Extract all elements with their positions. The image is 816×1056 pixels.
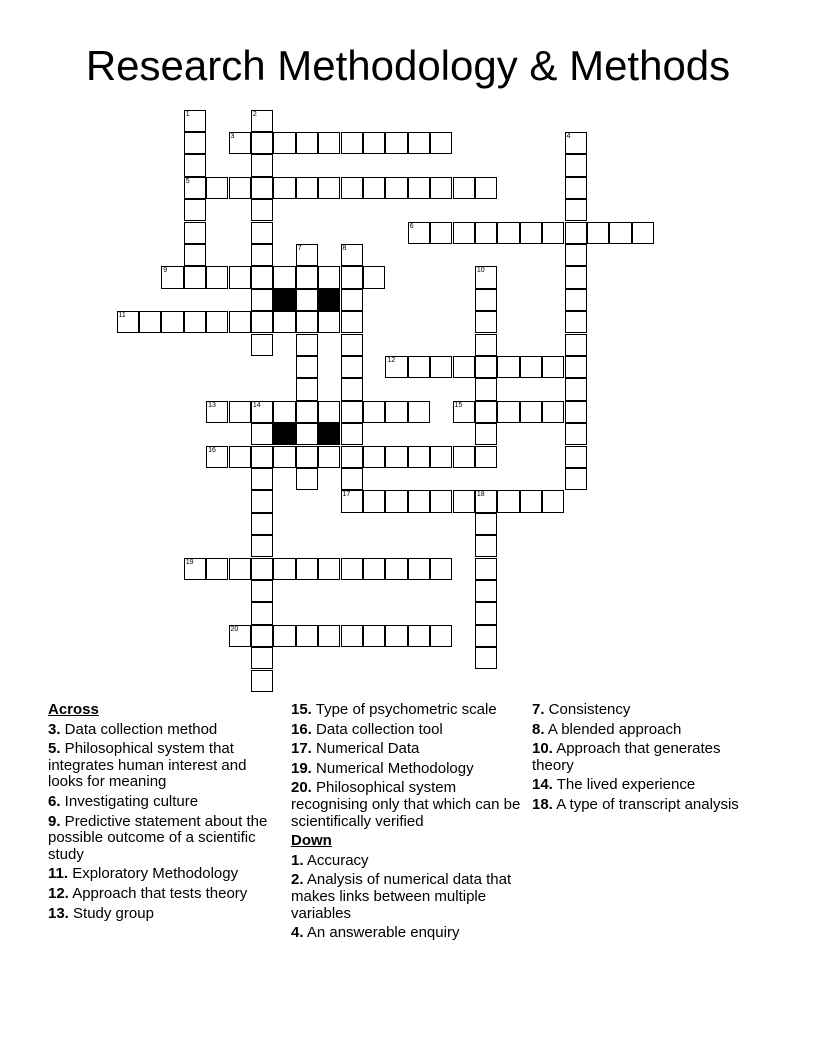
clue-num: 14. [532, 776, 553, 794]
grid-cell[interactable] [453, 401, 475, 423]
grid-cell[interactable] [385, 490, 407, 512]
clue-number: 2 [252, 110, 257, 118]
grid-cell[interactable] [475, 647, 497, 669]
across-clue [291, 761, 525, 778]
clue-number: 3 [230, 132, 235, 140]
grid-cell[interactable] [497, 490, 519, 512]
clue-num: 20. [291, 779, 312, 797]
clue-number: 17 [342, 491, 351, 499]
across-clue [48, 886, 282, 903]
grid-cell[interactable] [184, 311, 206, 333]
grid-cell[interactable] [251, 490, 273, 512]
clue-number: 20 [230, 625, 239, 633]
clues-column-3 [532, 702, 766, 817]
grid-cell[interactable] [565, 199, 587, 221]
grid-cell[interactable] [251, 311, 273, 333]
grid-cell[interactable] [273, 311, 295, 333]
grid-cell[interactable] [408, 401, 430, 423]
grid-cell[interactable] [430, 490, 452, 512]
clue-num: 10. [532, 740, 553, 758]
clue-text: The lived experience [552, 776, 696, 794]
down-clue [291, 925, 525, 942]
grid-cell[interactable] [318, 266, 340, 288]
grid-cell[interactable] [475, 177, 497, 199]
grid-cell[interactable] [251, 334, 273, 356]
grid-cell[interactable] [318, 311, 340, 333]
clue-num: 9. [48, 812, 61, 830]
grid-cell[interactable] [341, 289, 363, 311]
grid-cell[interactable] [318, 446, 340, 468]
grid-cell[interactable] [565, 222, 587, 244]
clue-num: 3. [48, 720, 61, 738]
grid-cell[interactable] [251, 222, 273, 244]
grid-cell[interactable] [206, 446, 228, 468]
grid-cell[interactable] [184, 222, 206, 244]
grid-cell[interactable] [341, 378, 363, 400]
grid-cell[interactable] [565, 423, 587, 445]
black-cell [318, 289, 340, 311]
grid-cell[interactable] [184, 177, 206, 199]
grid-cell[interactable] [430, 356, 452, 378]
across-clue [48, 794, 282, 811]
clue-num: 17. [291, 740, 312, 758]
grid-cell[interactable] [251, 625, 273, 647]
grid-cell[interactable] [385, 625, 407, 647]
grid-cell[interactable] [565, 446, 587, 468]
grid-cell[interactable] [475, 558, 497, 580]
grid-cell[interactable] [565, 289, 587, 311]
grid-cell[interactable] [341, 446, 363, 468]
clue-text: Data collection method [60, 720, 218, 738]
grid-cell[interactable] [497, 356, 519, 378]
clue-text: Philosophical system recognising only that which can be scientifically verified [291, 779, 521, 830]
grid-cell[interactable] [229, 177, 251, 199]
grid-cell[interactable] [475, 423, 497, 445]
grid-cell[interactable] [453, 446, 475, 468]
clue-number: 10 [476, 267, 485, 275]
grid-cell[interactable] [632, 222, 654, 244]
grid-cell[interactable] [453, 177, 475, 199]
grid-cell[interactable] [273, 177, 295, 199]
grid-cell[interactable] [363, 266, 385, 288]
grid-cell[interactable] [475, 446, 497, 468]
across-clue [48, 814, 282, 864]
down-clue [532, 741, 766, 774]
clue-num: 13. [48, 904, 69, 922]
grid-cell[interactable] [520, 356, 542, 378]
grid-cell[interactable] [273, 625, 295, 647]
grid-cell[interactable] [363, 401, 385, 423]
grid-cell[interactable] [184, 244, 206, 266]
grid-cell[interactable] [161, 266, 183, 288]
grid-cell[interactable] [385, 132, 407, 154]
grid-cell[interactable] [475, 535, 497, 557]
grid-cell[interactable] [341, 244, 363, 266]
grid-cell[interactable] [296, 289, 318, 311]
grid-cell[interactable] [251, 177, 273, 199]
clue-text: Data collection tool [311, 720, 443, 738]
grid-cell[interactable] [296, 356, 318, 378]
grid-cell[interactable] [475, 289, 497, 311]
grid-cell[interactable] [430, 446, 452, 468]
clue-text: Study group [68, 904, 154, 922]
grid-cell[interactable] [453, 490, 475, 512]
grid-cell[interactable] [341, 468, 363, 490]
grid-cell[interactable] [229, 132, 251, 154]
grid-cell[interactable] [385, 446, 407, 468]
grid-cell[interactable] [475, 580, 497, 602]
grid-cell[interactable] [565, 132, 587, 154]
black-cell [273, 423, 295, 445]
down-clue [532, 797, 766, 814]
grid-cell[interactable] [587, 222, 609, 244]
clue-text: Approach that tests theory [68, 884, 248, 902]
grid-cell[interactable] [341, 558, 363, 580]
grid-cell[interactable] [251, 580, 273, 602]
clue-text: An answerable enquiry [303, 924, 460, 942]
grid-cell[interactable] [184, 558, 206, 580]
grid-cell[interactable] [229, 401, 251, 423]
grid-cell[interactable] [341, 423, 363, 445]
grid-cell[interactable] [565, 244, 587, 266]
grid-cell[interactable] [318, 401, 340, 423]
grid-cell[interactable] [229, 311, 251, 333]
clue-num: 5. [48, 740, 61, 758]
across-clue [291, 722, 525, 739]
grid-cell[interactable] [385, 558, 407, 580]
grid-cell[interactable] [206, 311, 228, 333]
grid-cell[interactable] [273, 558, 295, 580]
grid-cell[interactable] [341, 334, 363, 356]
clue-num: 7. [532, 701, 545, 718]
grid-cell[interactable] [341, 311, 363, 333]
grid-cell[interactable] [363, 490, 385, 512]
grid-cell[interactable] [385, 356, 407, 378]
clues-column-1 [48, 702, 282, 925]
grid-cell[interactable] [475, 602, 497, 624]
clue-num: 2. [291, 871, 304, 889]
grid-cell[interactable] [184, 266, 206, 288]
grid-cell[interactable] [273, 446, 295, 468]
grid-cell[interactable] [251, 266, 273, 288]
clue-num: 8. [532, 720, 545, 738]
grid-cell[interactable] [408, 356, 430, 378]
grid-cell[interactable] [363, 558, 385, 580]
grid-cell[interactable] [318, 558, 340, 580]
clue-num: 18. [532, 795, 553, 813]
grid-cell[interactable] [363, 625, 385, 647]
clue-num: 1. [291, 851, 304, 869]
grid-cell[interactable] [251, 401, 273, 423]
clue-num: 16. [291, 720, 312, 738]
clue-number: 16 [208, 446, 216, 454]
grid-cell[interactable] [542, 222, 564, 244]
grid-cell[interactable] [520, 490, 542, 512]
grid-cell[interactable] [385, 401, 407, 423]
grid-cell[interactable] [565, 154, 587, 176]
clue-number: 14 [252, 401, 261, 409]
grid-cell[interactable] [565, 266, 587, 288]
grid-cell[interactable] [273, 266, 295, 288]
across-clue [291, 780, 525, 830]
clue-number: 6 [409, 222, 414, 230]
clue-num: 11. [48, 865, 69, 883]
grid-cell[interactable] [430, 177, 452, 199]
grid-cell[interactable] [206, 177, 228, 199]
clue-number: 11 [118, 312, 126, 320]
grid-cell[interactable] [296, 468, 318, 490]
grid-cell[interactable] [408, 490, 430, 512]
clues-column-2 [291, 702, 525, 945]
clue-text: Accuracy [303, 851, 369, 869]
clue-number: 1 [185, 110, 190, 118]
grid-cell[interactable] [363, 177, 385, 199]
grid-cell[interactable] [565, 468, 587, 490]
grid-cell[interactable] [251, 468, 273, 490]
clue-text: Numerical Methodology [311, 759, 474, 777]
grid-cell[interactable] [296, 423, 318, 445]
grid-cell[interactable] [497, 222, 519, 244]
grid-cell[interactable] [565, 356, 587, 378]
grid-cell[interactable] [475, 266, 497, 288]
grid-cell[interactable] [475, 378, 497, 400]
clue-number: 12 [387, 356, 396, 364]
clue-number: 8 [342, 244, 347, 252]
clue-text: Type of psychometric scale [311, 701, 497, 718]
across-clue [48, 722, 282, 739]
grid-cell[interactable] [363, 446, 385, 468]
grid-cell[interactable] [408, 222, 430, 244]
grid-cell[interactable] [542, 490, 564, 512]
across-clue [48, 866, 282, 883]
grid-cell[interactable] [385, 177, 407, 199]
grid-cell[interactable] [296, 334, 318, 356]
across-clue [291, 702, 525, 719]
grid-cell[interactable] [341, 356, 363, 378]
black-cell [273, 289, 295, 311]
grid-cell[interactable] [408, 446, 430, 468]
clue-text: A type of transcript analysis [552, 795, 739, 813]
grid-cell[interactable] [430, 132, 452, 154]
grid-cell[interactable] [206, 266, 228, 288]
grid-cell[interactable] [565, 401, 587, 423]
grid-cell[interactable] [475, 490, 497, 512]
grid-cell[interactable] [251, 289, 273, 311]
clue-num: 4. [291, 924, 304, 942]
down-clue [532, 702, 766, 719]
clue-number: 18 [476, 491, 485, 499]
grid-cell[interactable] [408, 177, 430, 199]
clue-text: Philosophical system that integrates human interest and looks for meaning [48, 740, 247, 791]
grid-cell[interactable] [184, 154, 206, 176]
grid-cell[interactable] [251, 535, 273, 557]
grid-cell[interactable] [453, 356, 475, 378]
grid-cell[interactable] [318, 177, 340, 199]
grid-cell[interactable] [341, 177, 363, 199]
grid-cell[interactable] [341, 490, 363, 512]
clue-num: 15. [291, 701, 312, 718]
down-clue [532, 722, 766, 739]
down-clue [532, 777, 766, 794]
clue-text: Analysis of numerical data that makes links between multiple variables [291, 871, 512, 922]
grid-cell[interactable] [251, 244, 273, 266]
down-clue [291, 853, 525, 870]
grid-cell[interactable] [475, 222, 497, 244]
grid-cell[interactable] [184, 110, 206, 132]
grid-cell[interactable] [296, 311, 318, 333]
grid-cell[interactable] [475, 334, 497, 356]
down-heading: Down [291, 832, 332, 850]
across-heading: Across [48, 701, 99, 718]
grid-cell[interactable] [139, 311, 161, 333]
grid-cell[interactable] [229, 558, 251, 580]
grid-cell[interactable] [430, 558, 452, 580]
grid-cell[interactable] [430, 625, 452, 647]
grid-cell[interactable] [408, 558, 430, 580]
across-clue [48, 741, 282, 791]
grid-cell[interactable] [251, 513, 273, 535]
clue-number: 13 [208, 401, 216, 409]
grid-cell[interactable] [565, 311, 587, 333]
grid-cell[interactable] [296, 177, 318, 199]
clue-number: 9 [163, 267, 168, 275]
grid-cell[interactable] [542, 401, 564, 423]
clue-number: 19 [185, 558, 194, 566]
grid-cell[interactable] [341, 625, 363, 647]
grid-cell[interactable] [206, 558, 228, 580]
clue-number: 7 [297, 244, 302, 252]
grid-cell[interactable] [565, 378, 587, 400]
grid-cell[interactable] [408, 625, 430, 647]
grid-cell[interactable] [273, 132, 295, 154]
page-title: Research Methodology & Methods [85, 42, 731, 89]
grid-cell[interactable] [184, 199, 206, 221]
grid-cell[interactable] [363, 132, 385, 154]
grid-cell[interactable] [251, 199, 273, 221]
grid-cell[interactable] [475, 401, 497, 423]
grid-cell[interactable] [565, 334, 587, 356]
clue-number: 4 [566, 132, 571, 140]
clue-text: Exploratory Methodology [68, 865, 239, 883]
grid-cell[interactable] [251, 423, 273, 445]
grid-cell[interactable] [229, 266, 251, 288]
clue-text: Predictive statement about the possible outcome of a scientific study [48, 812, 268, 863]
grid-cell[interactable] [296, 244, 318, 266]
grid-cell[interactable] [229, 446, 251, 468]
across-clue [291, 741, 525, 758]
grid-cell[interactable] [341, 266, 363, 288]
grid-cell[interactable] [296, 446, 318, 468]
clue-text: Investigating culture [60, 792, 199, 810]
grid-cell[interactable] [229, 625, 251, 647]
grid-cell[interactable] [453, 222, 475, 244]
grid-cell[interactable] [296, 378, 318, 400]
grid-cell[interactable] [251, 154, 273, 176]
grid-cell[interactable] [341, 132, 363, 154]
grid-cell[interactable] [318, 132, 340, 154]
grid-cell[interactable] [206, 401, 228, 423]
grid-cell[interactable] [117, 311, 139, 333]
grid-cell[interactable] [475, 311, 497, 333]
grid-cell[interactable] [520, 222, 542, 244]
grid-cell[interactable] [475, 513, 497, 535]
grid-cell[interactable] [475, 356, 497, 378]
clue-num: 6. [48, 792, 61, 810]
clue-num: 19. [291, 759, 312, 777]
grid-cell[interactable] [251, 446, 273, 468]
clue-text: Consistency [544, 701, 631, 718]
grid-cell[interactable] [161, 311, 183, 333]
across-clue [48, 906, 282, 923]
grid-cell[interactable] [251, 647, 273, 669]
clue-text: Numerical Data [311, 740, 420, 758]
grid-cell[interactable] [296, 558, 318, 580]
grid-cell[interactable] [542, 356, 564, 378]
grid-cell[interactable] [609, 222, 631, 244]
grid-cell[interactable] [318, 625, 340, 647]
grid-cell[interactable] [341, 401, 363, 423]
grid-cell[interactable] [565, 177, 587, 199]
grid-cell[interactable] [251, 132, 273, 154]
grid-cell[interactable] [296, 266, 318, 288]
black-cell [318, 423, 340, 445]
grid-cell[interactable] [251, 670, 273, 692]
grid-cell[interactable] [408, 132, 430, 154]
grid-cell[interactable] [475, 625, 497, 647]
clue-number: 5 [185, 177, 190, 185]
grid-cell[interactable] [251, 558, 273, 580]
grid-cell[interactable] [497, 401, 519, 423]
grid-cell[interactable] [520, 401, 542, 423]
clue-number: 15 [454, 401, 463, 409]
grid-cell[interactable] [251, 602, 273, 624]
grid-cell[interactable] [184, 132, 206, 154]
grid-cell[interactable] [296, 625, 318, 647]
clue-text: Approach that generates theory [532, 740, 721, 774]
grid-cell[interactable] [430, 222, 452, 244]
grid-cell[interactable] [273, 401, 295, 423]
grid-cell[interactable] [251, 110, 273, 132]
clue-text: A blended approach [544, 720, 682, 738]
down-clue [291, 872, 525, 922]
clue-num: 12. [48, 884, 69, 902]
grid-cell[interactable] [296, 401, 318, 423]
grid-cell[interactable] [296, 132, 318, 154]
